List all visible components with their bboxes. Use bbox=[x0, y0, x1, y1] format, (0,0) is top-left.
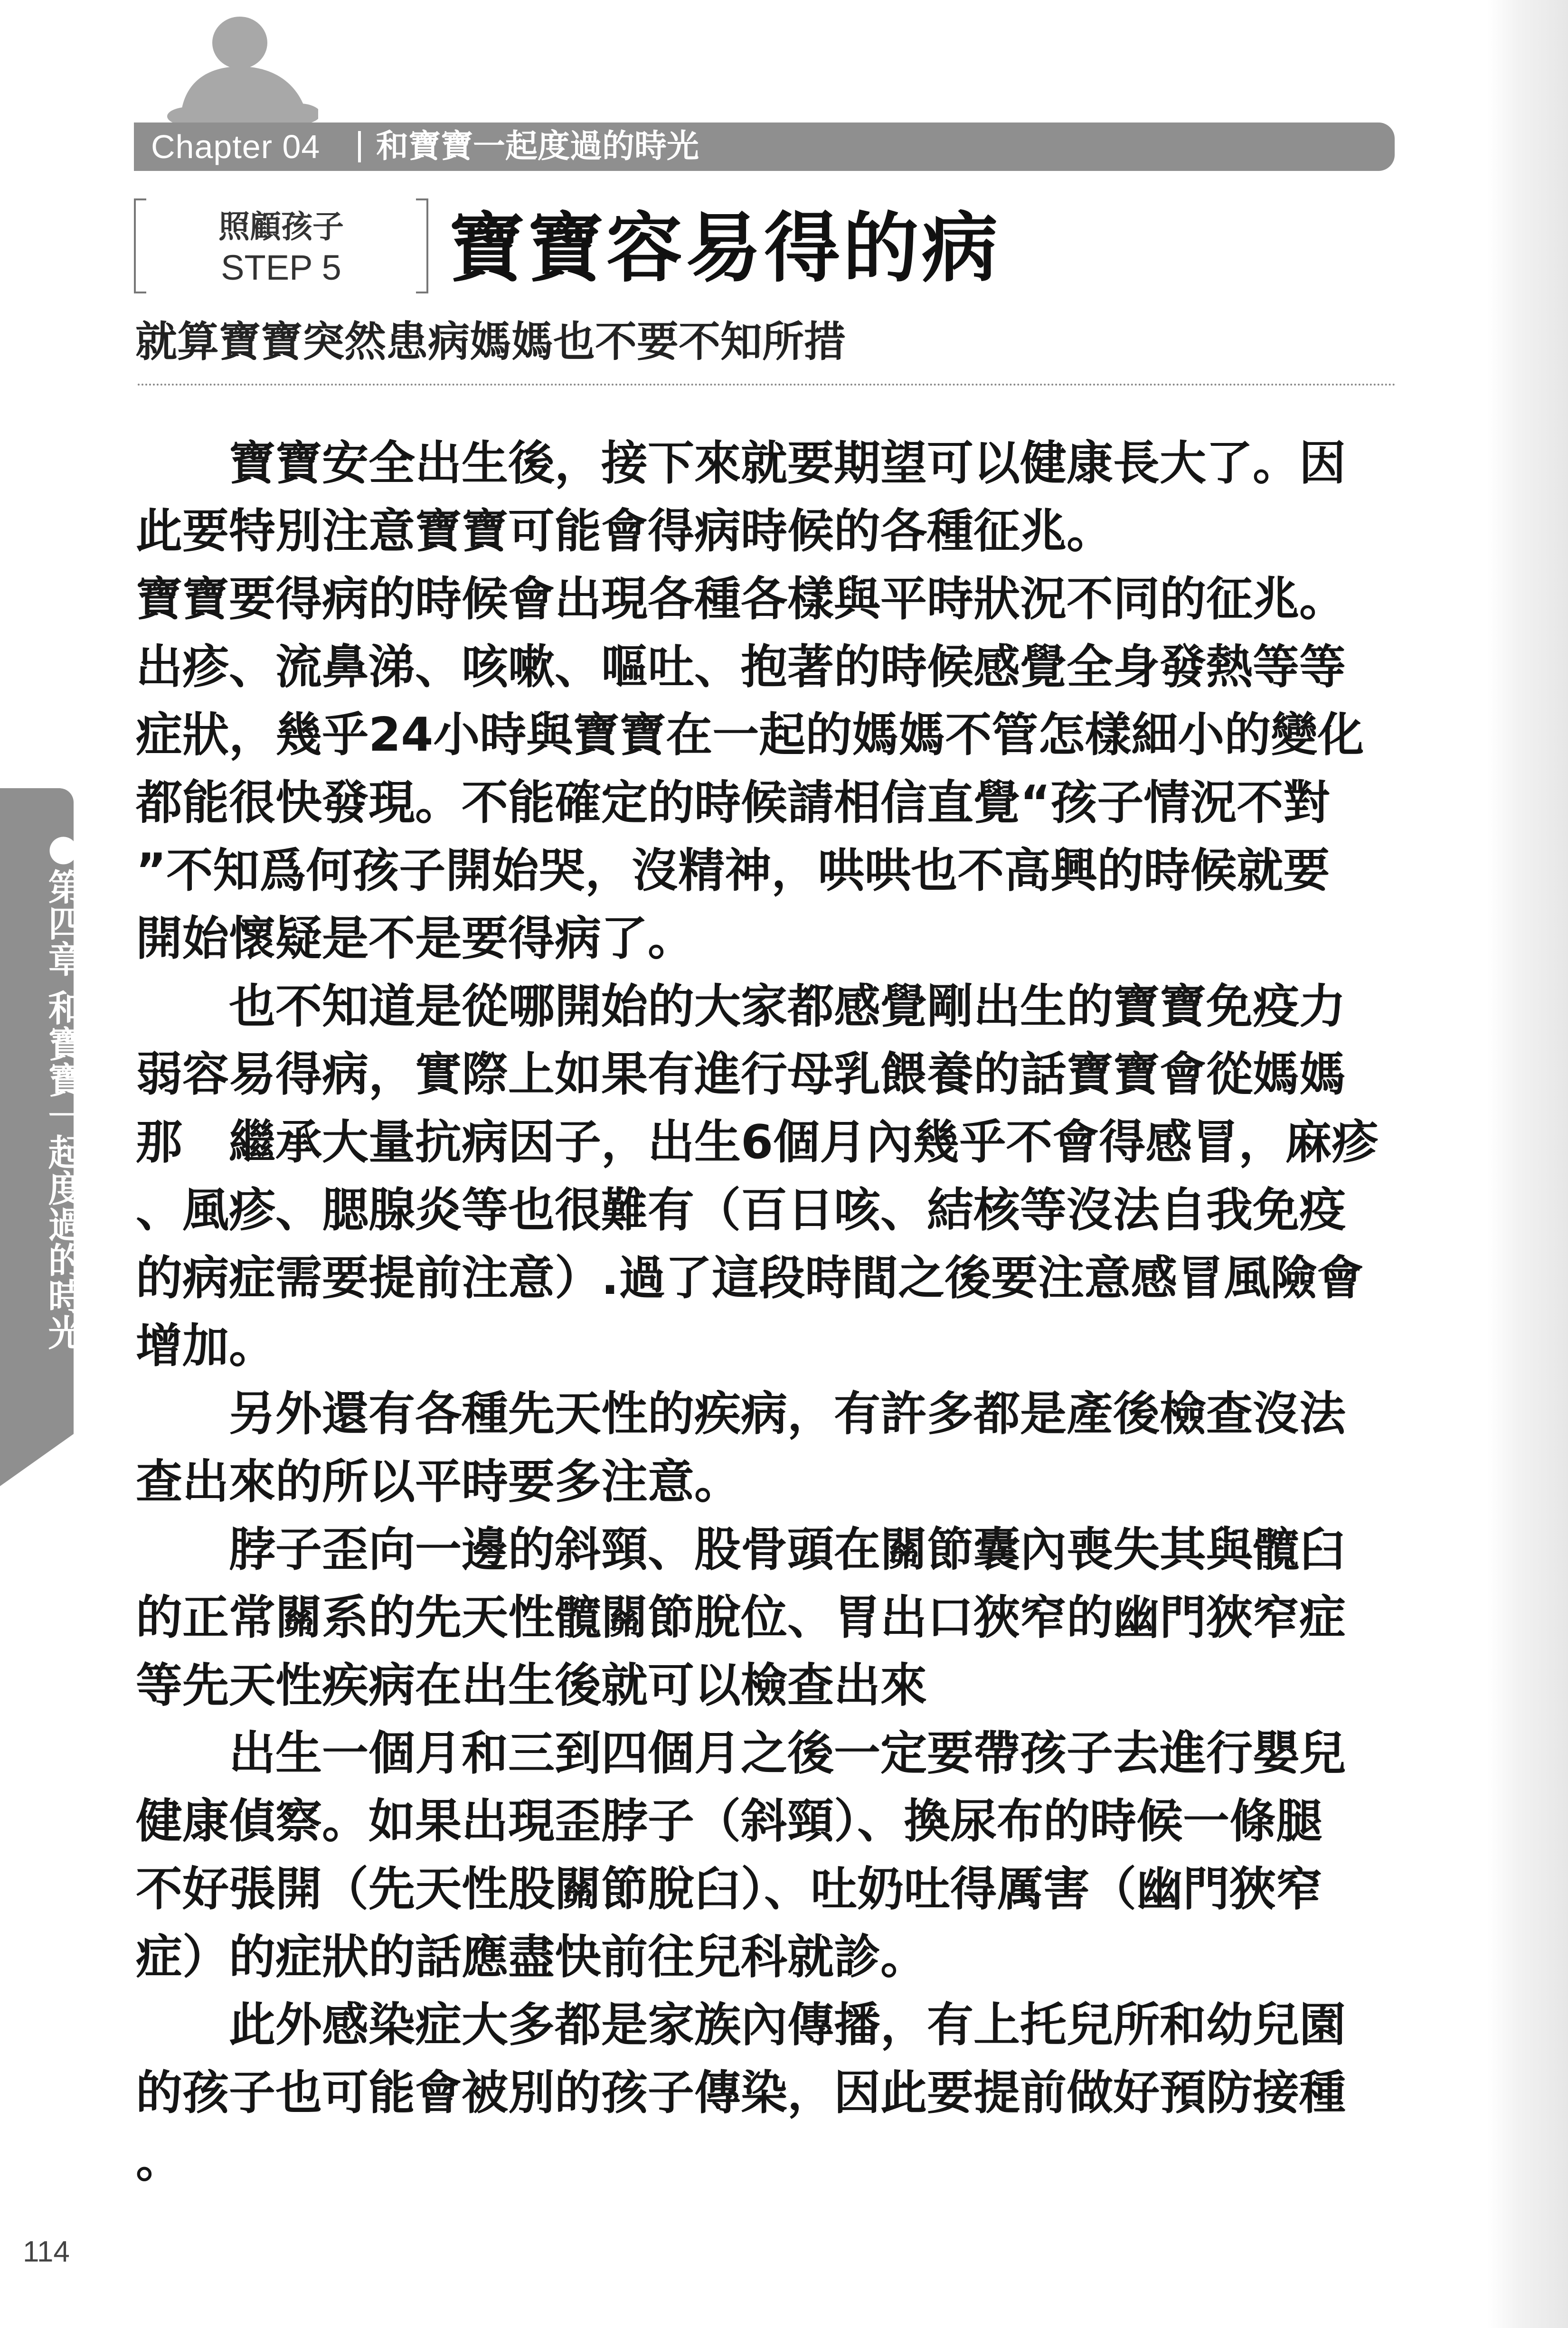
body-line: 另外還有各種先天性的疾病，有許多都是產後檢查沒法 bbox=[136, 1387, 1346, 1441]
body-line: 寶寶要得病的時候會出現各種各樣與平時狀況不同的征兆。 bbox=[136, 572, 1346, 626]
page-edge-shadow bbox=[1487, 0, 1568, 2328]
body-line: ”不知爲何孩子開始哭，沒精神，哄哄也不高興的時候就要 bbox=[136, 844, 1330, 898]
side-chapter-tab bbox=[0, 788, 85, 1434]
body-text bbox=[136, 430, 1408, 2195]
body-line: 增加。 bbox=[136, 1319, 276, 1373]
step-box bbox=[134, 198, 428, 293]
side-tab-label: ●第四章 和寶寶一起度過的時光 bbox=[42, 826, 85, 1350]
page-subtitle: 就算寶寶突然患病媽媽也不要不知所措 bbox=[135, 317, 846, 366]
chapter-title: 和寶寶一起度過的時光 bbox=[376, 128, 699, 165]
dotted-divider bbox=[138, 384, 1396, 386]
body-line: 也不知道是從哪開始的大家都感覺剛出生的寶寶免疫力 bbox=[136, 980, 1346, 1034]
body-line: 那 繼承大量抗病因子，出生6個月內幾乎不會得感冒，麻疹 bbox=[136, 1115, 1379, 1169]
body-line: 此要特別注意寶寶可能會得病時候的各種征兆。 bbox=[136, 504, 1114, 558]
page-title: 寶寶容易得的病 bbox=[449, 204, 1001, 292]
body-line: 查出來的所以平時要多注意。 bbox=[136, 1455, 741, 1509]
body-line: 健康偵察。如果出現歪脖子（斜頸）、換尿布的時候一條腿 bbox=[136, 1794, 1323, 1848]
body-line: 不好張開（先天性股關節脫臼）、吐奶吐得厲害（幽門狹窄 bbox=[136, 1862, 1323, 1916]
body-line: 都能很快發現。不能確定的時候請相信直覺“孩子情況不對 bbox=[136, 776, 1330, 830]
body-line: 的正常關系的先天性髖關節脫位、胃出口狹窄的幽門狹窄症 bbox=[136, 1591, 1346, 1645]
chapter-separator bbox=[358, 131, 361, 162]
body-line: 弱容易得病，實際上如果有進行母乳餵養的話寶寶會從媽媽 bbox=[136, 1047, 1346, 1102]
page-number: 114 bbox=[23, 2235, 70, 2268]
chapter-header-bar bbox=[134, 123, 1395, 171]
body-line: 症）的症狀的話應盡快前往兒科就診。 bbox=[136, 1930, 927, 1984]
side-tab-text-wrap bbox=[10, 807, 85, 1424]
step-number: STEP 5 bbox=[221, 248, 341, 287]
body-line: 出疹、流鼻涕、咳嗽、嘔吐、抱著的時候感覺全身發熱等等 bbox=[136, 640, 1346, 694]
step-category: 照顧孩子 bbox=[218, 208, 344, 245]
body-line: 開始懷疑是不是要得病了。 bbox=[136, 912, 695, 966]
body-line: 此外感染症大多都是家族內傳播，有上托兒所和幼兒園 bbox=[136, 1998, 1346, 2052]
body-line: 的病症需要提前注意）.過了這段時間之後要注意感冒風險會 bbox=[136, 1251, 1364, 1305]
body-line: 等先天性疾病在出生後就可以檢查出來 bbox=[136, 1659, 927, 1713]
body-line: 症狀，幾乎24小時與寶寶在一起的媽媽不管怎樣細小的變化 bbox=[136, 708, 1364, 762]
body-line: 、風疹、腮腺炎等也很難有（百日咳、結核等沒法自我免疫 bbox=[136, 1183, 1346, 1237]
chapter-label: Chapter 04 bbox=[151, 128, 321, 165]
body-line: 出生一個月和三到四個月之後一定要帶孩子去進行嬰兒 bbox=[136, 1726, 1346, 1781]
body-line: 。 bbox=[136, 2134, 183, 2188]
body-line: 寶寶安全出生後，接下來就要期望可以健康長大了。因 bbox=[136, 436, 1346, 490]
body-line: 的孩子也可能會被別的孩子傳染，因此要提前做好預防接種 bbox=[136, 2066, 1346, 2120]
body-line: 脖子歪向一邊的斜頸、股骨頭在關節囊內喪失其與髖臼 bbox=[136, 1523, 1346, 1577]
baby-silhouette-icon bbox=[161, 14, 318, 123]
